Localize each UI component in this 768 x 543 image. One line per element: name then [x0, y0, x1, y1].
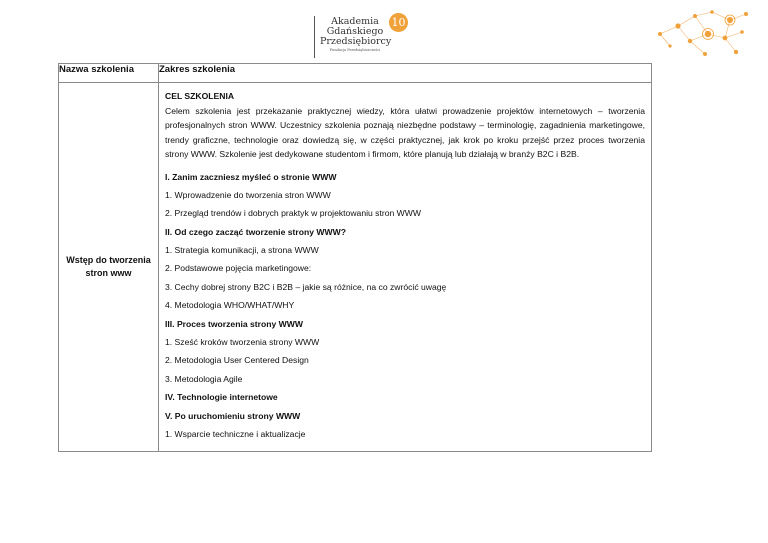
section-heading: III. Proces tworzenia strony WWW	[165, 318, 303, 329]
list-item: 1. Wprowadzenie do tworzenia stron WWW	[165, 189, 331, 200]
scope-list	[165, 170, 645, 442]
training-table	[58, 63, 652, 452]
section-heading: V. Po uruchomieniu strony WWW	[165, 410, 301, 421]
list-item: 2. Przegląd trendów i dobrych praktyk w projektowaniu stron WWW	[165, 208, 421, 219]
section-heading: I. Zanim zaczniesz myśleć o stronie WWW	[165, 171, 337, 182]
list-item: 4. Metodologia WHO/WHAT/WHY	[165, 300, 295, 311]
course-scope	[159, 83, 652, 452]
list-item: 3. Metodologia Agile	[165, 373, 243, 384]
header-training-scope: Zakres szkolenia	[159, 64, 652, 83]
list-item: 1. Wsparcie techniczne i aktualizacje	[165, 428, 306, 439]
logo-line-3: Przedsiębiorcy	[320, 36, 392, 47]
logo-line-1: Akademia	[331, 16, 379, 27]
list-item: 3. Cechy dobrej strony B2C i B2B – jakie są różnice, na co zwrócić uwagę	[165, 281, 447, 292]
table-row	[59, 83, 652, 452]
aim-text: Celem szkolenia jest przekazanie praktycznej wiedzy, która ułatwi prowadzenie projektów internetowych – tworzenia profesjonalnych stron WWW. Uczestnicy szkolenia poznają niezbędne podstawy – terminologię, zagadnienia marketingowe, trendy graficzne, technologie oraz dowiedzą się, w części praktycznej, jak krok po kroku przejść przez proces tworzenia strony WWW. Szkolenie jest dedykowane studentom i firmom, które planują lub działają w branży B2C i B2B.	[165, 105, 645, 159]
table-header-row	[59, 64, 652, 83]
logo-badge: 10	[389, 13, 408, 32]
list-item: 1. Strategia komunikacji, a strona WWW	[165, 245, 319, 256]
logo-subtitle: Fundacja Przedsiębiorczości	[329, 48, 381, 52]
logo-line-2: Gdańskiego	[326, 26, 384, 37]
aim-title: CEL SZKOLENIA	[165, 91, 235, 101]
logo	[312, 12, 406, 58]
header-training-name: Nazwa szkolenia	[59, 64, 159, 83]
section-heading: IV. Technologie internetowe	[165, 392, 278, 403]
list-item: 2. Podstawowe pojęcia marketingowe:	[165, 263, 312, 274]
course-name: Wstęp do tworzenia stron www	[59, 83, 159, 452]
logo-divider	[314, 16, 315, 58]
list-item: 1. Sześć kroków tworzenia strony WWW	[165, 337, 320, 348]
section-heading: II. Od czego zacząć tworzenie strony WWW?	[165, 226, 346, 237]
logo-text	[320, 17, 390, 47]
list-item: 2. Metodologia User Centered Design	[165, 355, 309, 366]
network-dots-icon	[650, 6, 760, 66]
